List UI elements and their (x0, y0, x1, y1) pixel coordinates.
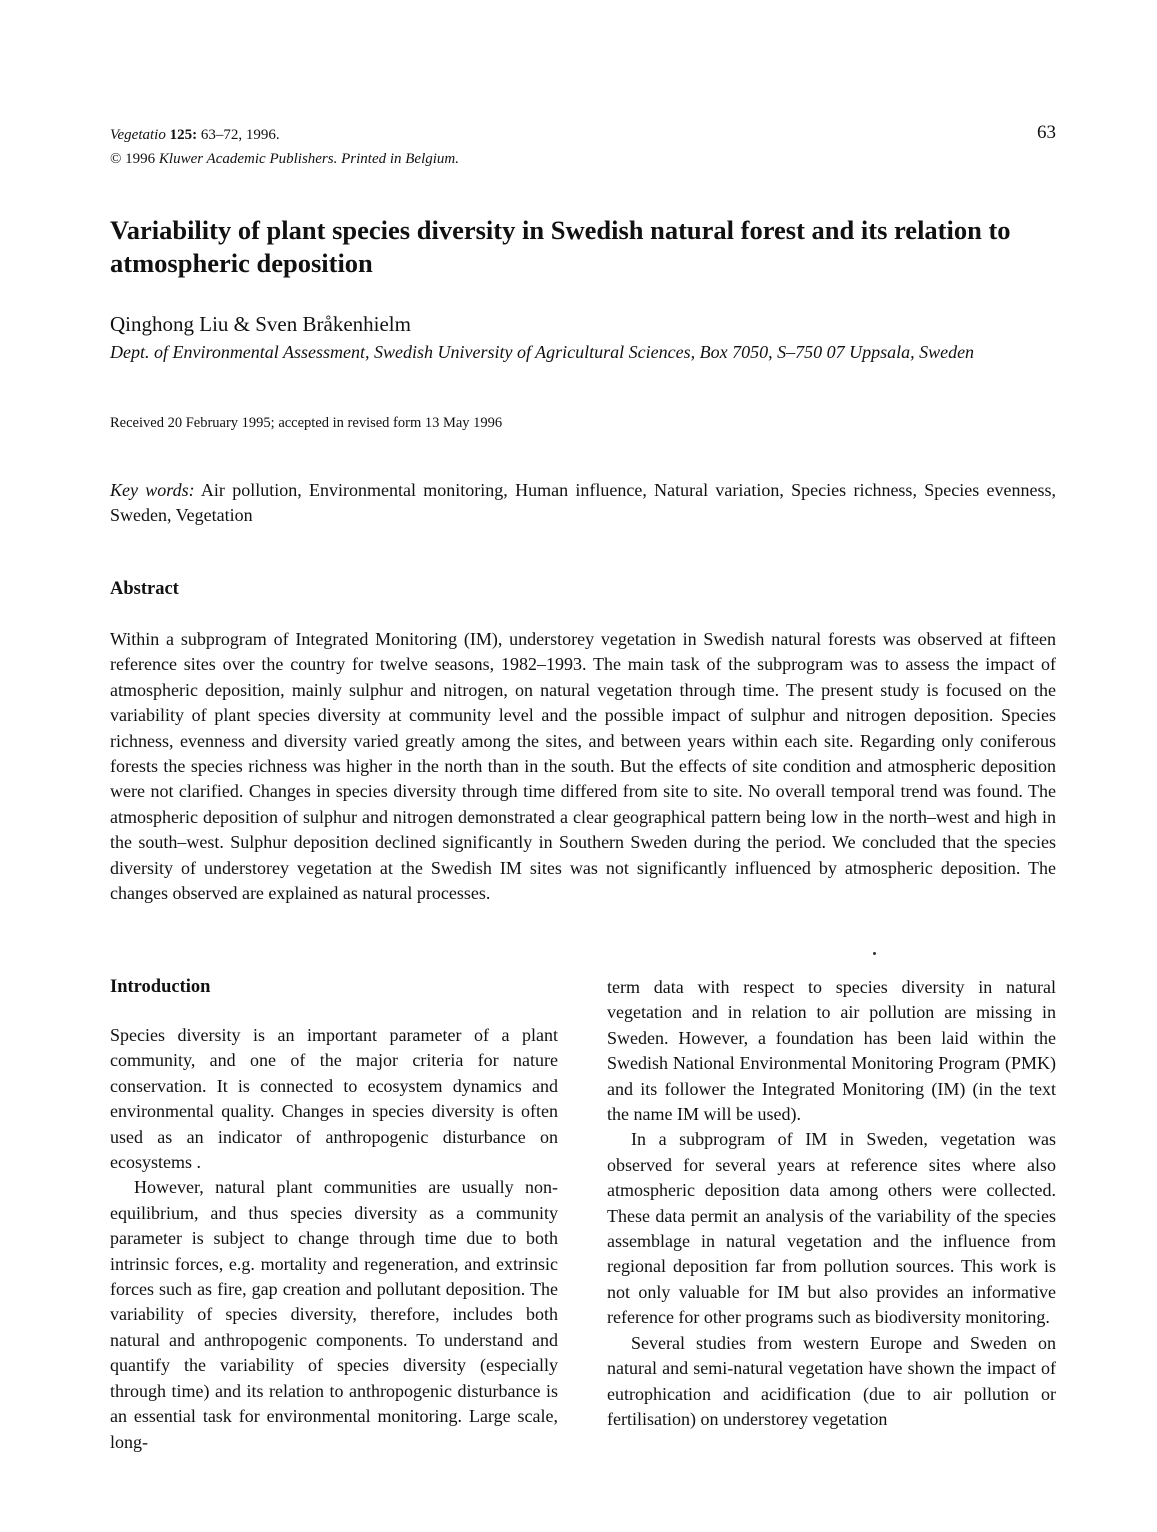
journal-volume: 125: (169, 127, 198, 143)
paper-title: Variability of plant species diversity in Swedish natural forest and its relation to atmospheric deposition (110, 215, 1011, 278)
abstract-text: Within a subprogram of Integrated Monitoring (IM), understorey vegetation in Swedish natural forests was observed at fifteen reference sites over the country for twelve seasons, 1982–1993. The main task of the subprogram was to assess the impact of atmospheric deposition, mainly sulphur and nitrogen, on natural vegetation through time. The present study is focused on the variability of plant species diversity at community level and the possible impact of sulphur and nitrogen deposition. Species richness, evenness and diversity varied greatly among the sites, and between years within each site. Regarding only coniferous forests the species richness was higher in the north than in the south. But the effects of site condition and atmospheric deposition were not clarified. Changes in species diversity through time differed from site to site. No overall temporal trend was found. The atmospheric deposition of sulphur and nitrogen demonstrated a clear geographical pattern being low in the north–west and high in the south–west. Sulphur deposition declined significantly in Southern Sweden during the period. We concluded that the species diversity of understorey vegetation at the Swedish IM sites was not significantly influenced by atmospheric deposition. The changes observed are explained as natural processes. (110, 629, 1056, 904)
running-head (110, 123, 810, 171)
journal-pages: 63–72, 1996. (197, 127, 280, 143)
introduction-heading: Introduction (110, 977, 211, 997)
affiliation: Dept. of Environmental Assessment, Swedish University of Agricultural Sciences, Box 7050, S–750 07 Uppsala, Sweden (110, 342, 975, 362)
citation-line (110, 123, 810, 147)
keywords-text: Air pollution, Environmental monitoring, Human influence, Natural variation, Species richness, Species evenness, Sweden, Vegetation (110, 480, 1056, 525)
paragraph: term data with respect to species diversity in natural vegetation and in relation to air pollution are missing in Sweden. However, a foundation has been laid within the Swedish National Environmental Monitoring Program (PMK) and its follower the Integrated Monitoring (IM) (in the text the name IM will be used). (607, 977, 1056, 1125)
page-number: 63 (1037, 122, 1056, 143)
paragraph: In a subprogram of IM in Sweden, vegetation was observed for several years at reference sites where also atmospheric deposition data among others were collected. These data permit an analysis of the variability of the species assemblage in natural vegetation and the influence from regional deposition far from pollution sources. This work is not only valuable for IM but also provides an informative reference for other programs such as biodiversity monitoring. (607, 1129, 1056, 1328)
paragraph: However, natural plant communities are usually non-equilibrium, and thus species diversity as a community parameter is subject to change through time due to both intrinsic forces, e.g. mortality and regeneration, and extrinsic forces such as fire, gap creation and pollutant deposition. The variability of species diversity, therefore, includes both natural and anthropogenic components. To understand and quantify the variability of species diversity (especially through time) and its relation to anthropogenic disturbance is an essential task for environmental monitoring. Large scale, long- (110, 1177, 558, 1452)
copyright-prefix: © 1996 (110, 151, 159, 167)
keywords (110, 478, 1056, 528)
abstract-heading: Abstract (110, 579, 179, 599)
received-dates: Received 20 February 1995; accepted in revised form 13 May 1996 (110, 415, 503, 431)
right-column (607, 975, 1056, 1432)
keywords-label: Key words: (110, 480, 195, 500)
authors: Qinghong Liu & Sven Bråkenhielm (110, 312, 411, 336)
publisher: Kluwer Academic Publishers. Printed in Belgium. (158, 151, 460, 167)
left-column (110, 1023, 558, 1455)
copyright-line (110, 147, 810, 171)
paragraph: Several studies from western Europe and Sweden on natural and semi-natural vegetation have shown the impact of eutrophication and acidification (due to air pollution or fertilisation) on understorey vegetation (607, 1332, 1056, 1429)
journal-name: Vegetatio (110, 127, 166, 143)
paragraph: Species diversity is an important parameter of a plant community, and one of the major criteria for nature conservation. It is connected to ecosystem dynamics and environmental quality. Changes in species diversity is often used as an indicator of anthropogenic disturbance on ecosystems . (110, 1025, 558, 1173)
stray-dot (873, 952, 876, 955)
